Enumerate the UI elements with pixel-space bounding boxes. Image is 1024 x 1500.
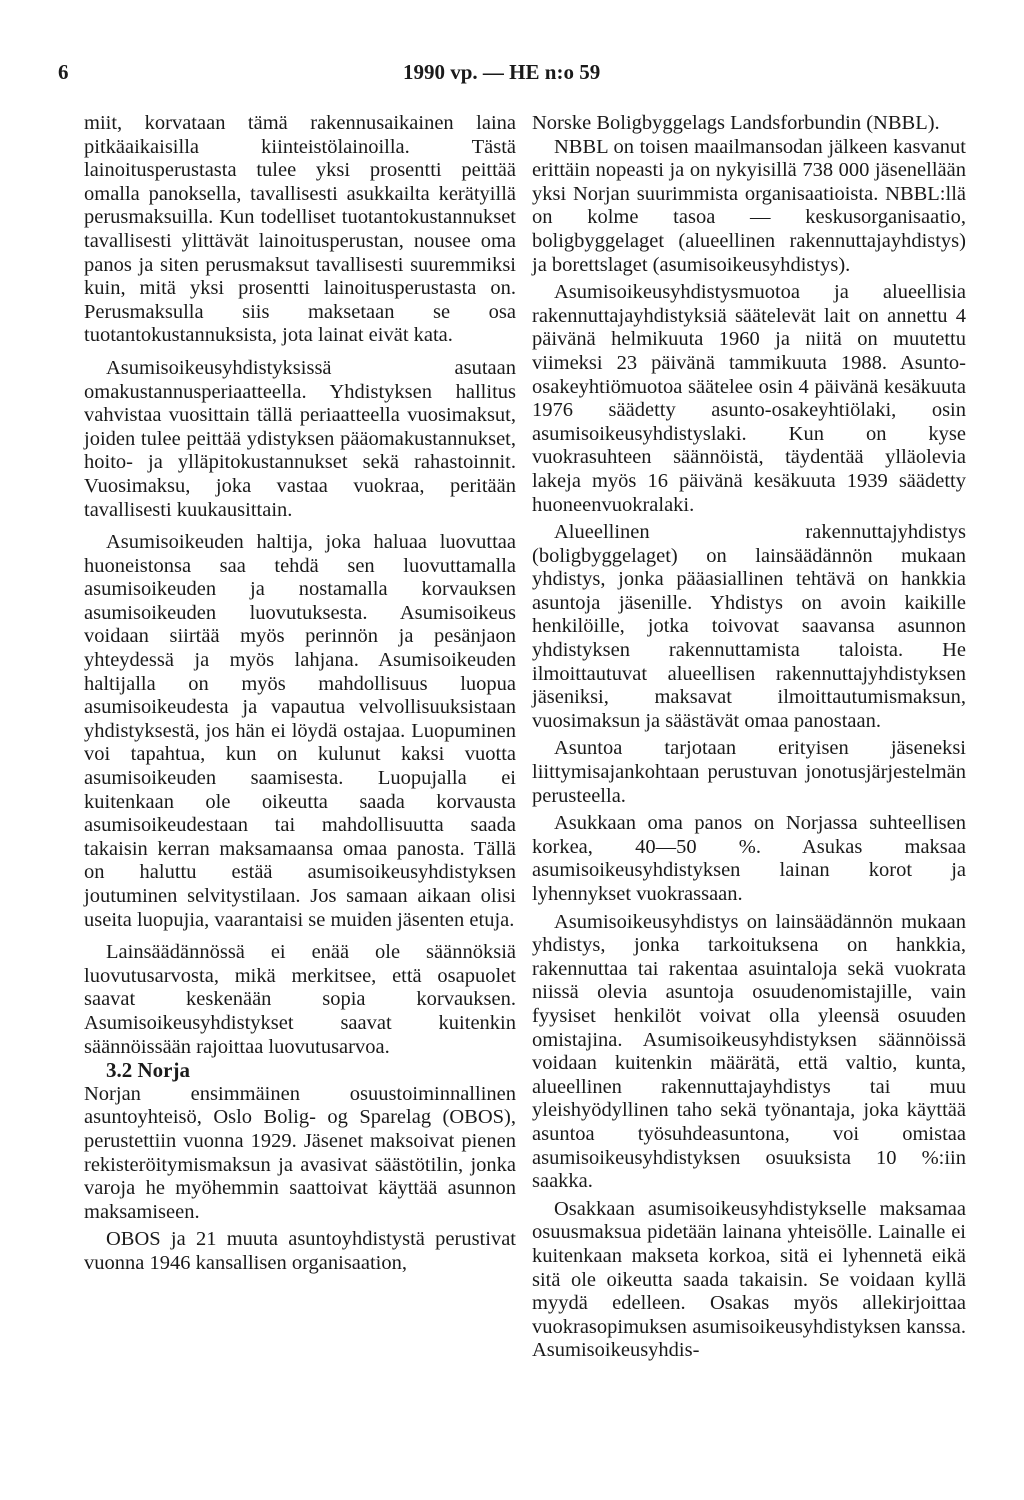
paragraph: Asumisoikeuden haltija, joka haluaa luovuttaa huoneistonsa saa tehdä sen luovuttamalla asumisoikeuden ja nostamalla korvauksen asumisoikeuden luovutuksesta. Asumisoikeus voidaan siirtää myös perinnön ja pesänjaon yhteydessä ja myös lahjana. Asumisoikeuden haltijalla on myös mahdollisuus luopua asumisoikeudesta ja vapautua velvollisuuksistaan yhdistyksestä, jos hän ei löydä ostajaa. Luopuminen voi tapahtua, kun on kulunut kaksi vuotta asumisoikeuden saamisesta. Luopujalla ei kuitenkaan ole oikeutta saada korvausta asumisoikeudestaan tai mahdollisuutta saada takaisin kerran maksamaansa omaa panosta. Tällä on haluttu estää asumisoikeusyhdistyksen joutuminen selvitystilaan. Jos samaan aikaan olisi useita luopujia, vaarantaisi se muiden jäsenten etuja.	[84, 531, 516, 931]
paragraph: Norske Boligbyggelags Landsforbundin (NBBL).	[532, 112, 940, 134]
paragraph: miit, korvataan tämä rakennusaikainen laina pitkäaikaisilla kiinteistölainoilla. Tästä lainoitusperustasta tulee yksi prosentti peittää omalla panoksella, tavallisesti asukkailta kerätyillä perusmaksuilla. Kun todelliset tuotantokustannukset tavallisesti ylittävät lainoitusperustan, nousee oma panos ja siten perusmaksut tavallisesti suuremmiksi kuin, mitä yksi prosentti lainoitusperustasta on. Perusmaksulla siis maksetaan se osa tuotantokustannuksista, jota lainat eivät kata.	[84, 112, 516, 347]
section-heading: 3.2 Norja	[106, 1058, 190, 1083]
paragraph: Osakkaan asumisoikeusyhdistykselle maksamaa osuusmaksua pidetään lainana yhteisölle. Lainalle ei kuitenkaan makseta korkoa, sitä ei lyhennetä eikä sitä ole oikeutta saada takaisin. Se voidaan kyllä myydä edelleen. Osakas myös allekirjoittaa vuokrasopimuksen asumisoikeusyhdistyksen kanssa. Asumisoikeusyhdis-	[532, 1197, 966, 1362]
page-number: 6	[58, 60, 69, 84]
paragraph: Asumisoikeusyhdistysmuotoa ja alueellisia rakennuttajayhdistyksiä säätelevät lait on annettu 4 päivänä helmikuuta 1960 ja niitä on muutettu viimeksi 23 päivänä tammikuuta 1988. Asunto-osakeyhtiömuotoa säätelee osin 4 päivänä kesäkuuta 1976 säädetty asunto-osakeyhtiölaki, osin asumisoikeusyhdistyslaki. Kun on kyse vuokrasuhteen säännöistä, täydentää ylläolevia lakeja myös 16 päivänä kesäkuuta 1939 säädetty huoneenvuokralaki.	[532, 281, 966, 516]
paragraph: OBOS ja 21 muuta asuntoyhdistystä perustivat vuonna 1946 kansallisen organisaation,	[84, 1228, 516, 1274]
paragraph: Asumisoikeusyhdistys on lainsäädännön mukaan yhdistys, jonka tarkoituksena on hankkia, rakennuttaa tai rakentaa asuintaloja sekä vuokrata niissä olevia asuntoja osuudenomistajille, vain fyysiset henkilöt voivat olla yleensä osuuden omistajina. Asumisoikeusyhdistyksen säännöissä voidaan kuitenkin määrätä, että valtio, kunta, alueellinen rakennuttajayhdistys tai muu yleishyödyllinen taho sekä työnantaja, joka käyttää asuntoa työsuhdeasuntona, voi omistaa asumisoikeusyhdistyksen osuuksista 10 %:iin saakka.	[532, 910, 966, 1193]
paragraph: Norjan ensimmäinen osuustoiminnallinen asuntoyhteisö, Oslo Bolig- og Sparelag (OBOS), perustettiin vuonna 1929. Jäsenet maksoivat pienen rekisteröitymismaksun ja avasivat säästötilin, jonka varoja he myöhemmin saattoivat käyttää asunnon maksamiseen.	[84, 1082, 516, 1223]
right-column	[532, 112, 966, 1363]
running-head: 1990 vp. — HE n:o 59	[403, 60, 601, 84]
paragraph: Asumisoikeusyhdistyksissä asutaan omakustannusperiaatteella. Yhdistyksen hallitus vahvistaa vuosittain tällä periaatteella vuosimaksut, joiden tulee peittää ydistyksen pääomakustannukset, hoito- ja ylläpitokustannukset sekä rahastoinnit. Vuosimaksu, joka vastaa vuokraa, peritään tavallisesti kuukausittain.	[84, 356, 516, 521]
left-column	[84, 112, 516, 1276]
paragraph: Asukkaan oma panos on Norjassa suhteellisen korkea, 40—50 %. Asukas maksaa asumisoikeusyhdistyksen lainan korot ja lyhennykset vuokrassaan.	[532, 812, 966, 905]
paragraph: Alueellinen rakennuttajyhdistys (boligbyggelaget) on lainsäädännön mukaan yhdistys, jonka pääasiallinen tehtävä on hankkia asuntoja jäsenille. Yhdistys on avoin kaikille henkilöille, jotka toivovat saavansa asunnon yhdistyksen rakennuttamista taloista. He ilmoittautuvat alueellisen rakennuttajyhdistyksen jäseniksi, maksavat ilmoittautumismaksun, vuosimaksun ja säästävät omaa panostaan.	[532, 521, 966, 732]
page-header	[58, 60, 978, 88]
paragraph: Asuntoa tarjotaan erityisen jäseneksi liittymisajankohtaan perustuvan jonotusjärjestelmän perusteella.	[532, 737, 966, 807]
paragraph: Lainsäädännössä ei enää ole säännöksiä luovutusarvosta, mikä merkitsee, että osapuolet saavat keskenään sopia korvauksen. Asumisoikeusyhdistykset saavat kuitenkin säännöissään rajoittaa luovutusarvoa.	[84, 941, 516, 1058]
paragraph: NBBL on toisen maailmansodan jälkeen kasvanut erittäin nopeasti ja on nykyisillä 738 000 jäsenellään yksi Norjan suurimmista organisaatioista. NBBL:llä on kolme tasoa — keskusorganisaatio, boligbyggelaget (alueellinen rakennuttajayhdistys) ja borettslaget (asumisoikeusyhdistys).	[532, 135, 966, 276]
